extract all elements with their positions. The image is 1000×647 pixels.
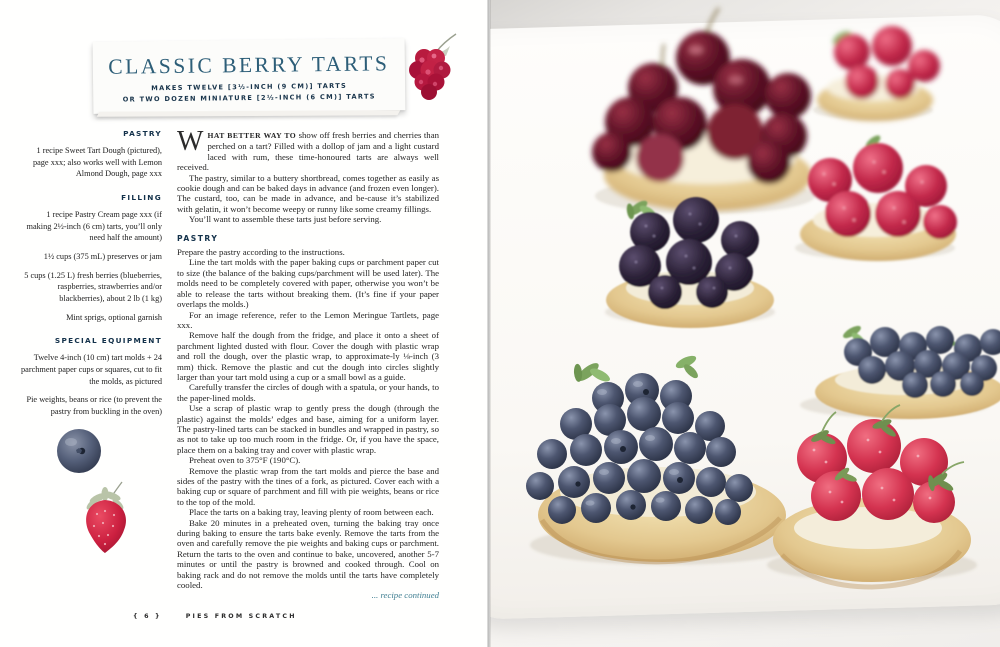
ingredient-item: 1 recipe Sweet Tart Dough (pictured), page xxx; also works well with Lemon Almond Dough, page xxx (32, 146, 162, 179)
strawberry-illustration-icon (72, 474, 138, 558)
title-paper-strip (93, 38, 406, 114)
raspberry-body (409, 49, 451, 100)
section-heading: PASTRY (123, 129, 162, 138)
section-heading: SPECIAL EQUIPMENT (54, 336, 162, 346)
cherry-tart (592, 8, 812, 211)
lead-in-small-caps: HAT BETTER WAY TO (207, 131, 297, 140)
book-spine-gutter (487, 0, 491, 647)
blackberry-tart (606, 197, 774, 328)
method-step: Preheat oven to 375°F (190°C). (189, 455, 301, 466)
method-step: For an image reference, refer to the Lemon Meringue Tartlets, page xxx. (177, 309, 439, 330)
ingredient-item: 1½ cups (375 mL) preserves or jam (43, 252, 162, 262)
intro-paragraphs (177, 126, 439, 225)
ingredient-item: Mint sprigs, optional garnish (66, 312, 162, 322)
method-step: Line the tart molds with the paper baking cups or parchment paper cut to size (the balance of the baking cups/parchment will be used later). The molds need to be completely covered with paper, otherwise you won’t be able to release the tarts without breaking them. (It’s fine if your paper overlaps the molds.) (177, 257, 439, 310)
method-step: Bake 20 minutes in a preheated oven, turning the baking tray once during baking to ensure the tarts bake evenly. Remove the tarts from the oven and carefully remove the pie weights and baking cups or parchment. Return the tarts to the oven and continue to bake, uncovered, another 5-7 minutes or until the pastry is browned and cooked through. Cool on baking rack and do not remove the molds until the tarts have completely cooled. (177, 517, 439, 591)
method-step: Remove half the dough from the fridge, and place it onto a sheet of parchment lighted dusted with flour. Cover the dough with plastic wrap and roll the dough, over the plastic wrap, to approximate-ly ⅛-inch (3 mm) thick. Remove the plastic and cut the dough into circles slightly larger than your tart mold using a cup or a small bowl as a guide. (177, 330, 439, 382)
page-footer (133, 613, 297, 620)
book-title: PIES FROM SCRATCH (185, 613, 297, 620)
raspberry-tartlet (817, 26, 940, 121)
blueberry-tart-partial (815, 324, 1000, 419)
intro-paragraph-2: The pastry, similar to a buttery shortbread, comes together as easily as cookie dough and can be baked days in advance (and frozen even longer). The custard, too, can be made in advance, and be-cause it’s stabilized with gelatin, it won’t become weepy or runny like some creamy fillings. (177, 172, 439, 214)
page-number: { 6 } (133, 613, 162, 620)
method-step: Remove the plastic wrap from the tart molds and pierce the base and sides of the pastry with the tines of a fork, as pictured. Cover each with a baking cup or square of parchment and fill with pie weights, beans or rice to the top of the mold. (177, 465, 439, 507)
method-heading: PASTRY (177, 233, 219, 243)
recipe-page (0, 0, 490, 647)
ingredient-section-pastry (20, 129, 162, 180)
yield-line-1: MAKES TWELVE [3½-INCH (9 CM)] TARTS (151, 81, 348, 93)
equipment-item: Twelve 4-inch (10 cm) tart molds + 24 parchment paper cups or squares, cut to fit the molds, as pictured (21, 353, 162, 386)
method-step: Carefully transfer the circles of dough with a spatula, or your hands, to the paper-lined molds. (177, 382, 439, 403)
ingredient-section-filling (20, 193, 162, 323)
page-title: CLASSIC BERRY TARTS (108, 51, 390, 79)
raspberry-tart (800, 133, 957, 261)
drop-cap: W (177, 126, 204, 157)
intro-text: show off fresh berries and cherries than perched on a tart? Filled with a dollop of jam and a light custard laced with rum, these time-honoured tarts are always well received. (177, 130, 439, 173)
ingredient-item: 5 cups (1.25 L) fresh berries (blueberries, raspberries, strawberries and/or blackberries), about 2 lb (1 kg) (24, 270, 162, 303)
equipment-item: Pie weights, beans or rice (to prevent the pastry from buckling in the oven) (26, 395, 162, 416)
tarts-photo-overlay (490, 0, 1000, 647)
strawberry-tart (773, 405, 971, 587)
ingredient-section-equipment (20, 336, 162, 417)
yield-line-2: OR TWO DOZEN MINIATURE [2½-INCH (6 CM)] TARTS (122, 92, 376, 104)
method-step: Prepare the pastry according to the instructions. (177, 247, 345, 258)
recipe-continued-note: ... recipe continued (371, 590, 439, 601)
raspberry-illustration-icon (398, 30, 464, 110)
blueberry-illustration-icon (52, 424, 106, 478)
berry-tarts-photo (490, 0, 1000, 647)
ingredient-item: 1 recipe Pastry Cream page xxx (if making 2½-inch (6 cm) tarts, you’ll only need half the amount) (26, 210, 162, 243)
section-heading: FILLING (121, 193, 162, 203)
method-step: Place the tarts on a baking tray, leaving plenty of room between each. (189, 507, 434, 518)
ingredients-sidebar (20, 129, 162, 430)
intro-paragraph-1 (177, 126, 439, 173)
intro-paragraph-3: You’ll want to assemble these tarts just before serving. (189, 214, 382, 225)
recipe-body (177, 126, 439, 601)
blueberry-tart-large (526, 353, 786, 562)
method-step: Use a scrap of plastic wrap to gently press the dough (through the plastic) against the molds’ edges and base, aiming for a uniform layer. The pastry-lined tarts can be stacked in bundles and wrapped in pastry, so as not to take up too much room in the fridge. Or, if you have the space, place them on a baking tray and cover with plastic wrap. (177, 403, 439, 455)
